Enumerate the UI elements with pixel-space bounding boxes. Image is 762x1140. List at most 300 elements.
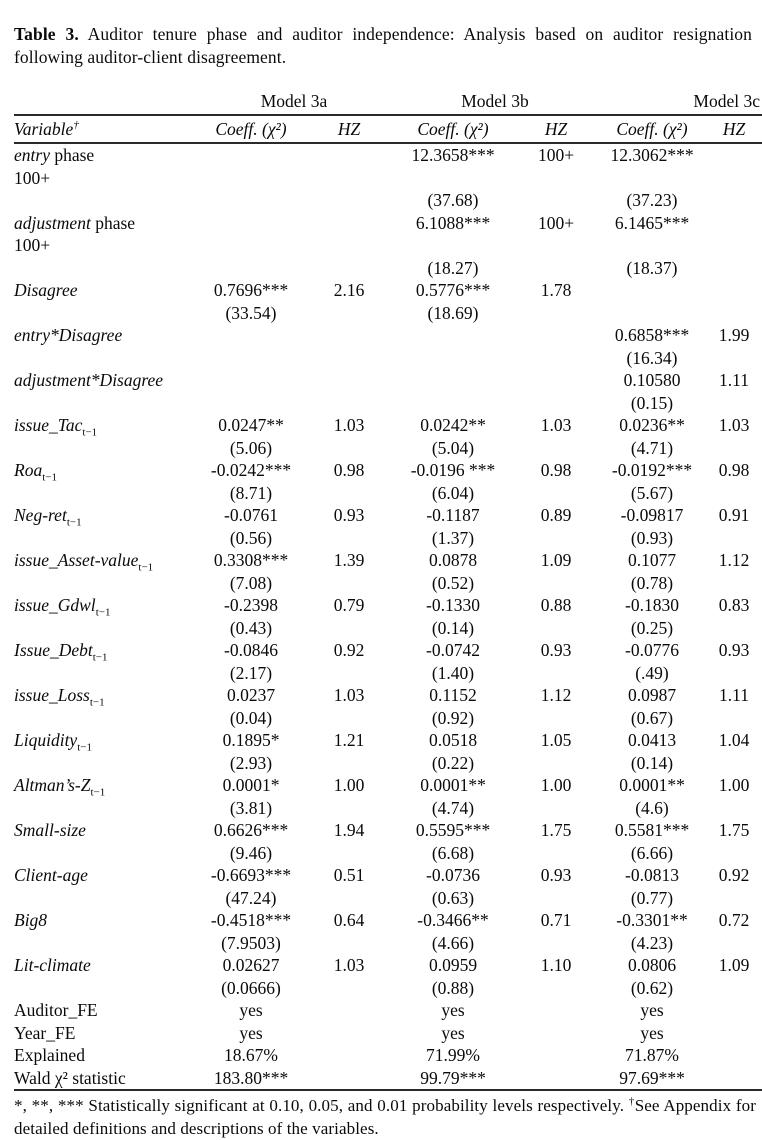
hz-cell: 1.05 <box>540 730 572 750</box>
coeff-cell: (18.27) <box>427 257 479 278</box>
coeff-column-header-3b: Coeff. (χ²) <box>417 118 489 139</box>
coeff-cell: (0.92) <box>431 707 475 728</box>
coeff-cell: (0.93) <box>630 527 674 548</box>
table-row <box>14 887 762 910</box>
coeff-cell: (18.69) <box>427 302 479 323</box>
coeff-cell: (0.15) <box>630 392 674 413</box>
row-label: adjustment*Disagree <box>14 370 164 390</box>
hz-cell <box>306 167 392 190</box>
row-label <box>14 482 196 505</box>
table-row <box>14 1044 762 1067</box>
row-label: Roa$_{t-1}$ <box>14 460 57 484</box>
coeff-cell <box>196 144 306 167</box>
hz-cell: 0.83 <box>718 595 750 615</box>
table-rule-bottom <box>14 1089 762 1091</box>
hz-cell <box>706 482 762 505</box>
hz-cell <box>306 1022 392 1045</box>
coeff-cell: -0.6693*** <box>210 865 292 885</box>
hz-cell: 0.92 <box>333 640 365 660</box>
coeff-cell: (0.62) <box>630 977 674 998</box>
row-label <box>14 752 196 775</box>
hz-cell: 1.03 <box>540 415 572 435</box>
hz-cell <box>306 189 392 212</box>
coeff-cell: 6.1465*** <box>614 212 690 233</box>
table-row <box>14 842 762 865</box>
coeff-cell: -0.0736 <box>426 865 480 885</box>
subscript: t−1 <box>82 426 98 439</box>
coeff-cell: (37.68) <box>427 190 479 210</box>
hz-cell <box>306 527 392 550</box>
subscript: t−1 <box>77 741 92 754</box>
coeff-cell: (6.68) <box>431 842 475 863</box>
coeff-cell <box>392 369 514 392</box>
coeff-cell: -0.1187 <box>426 505 480 525</box>
hz-cell: 0.72 <box>718 910 750 930</box>
hz-cell <box>306 887 392 910</box>
table-row <box>14 1067 762 1090</box>
coeff-cell: -0.0196 *** <box>410 460 496 480</box>
table-row <box>14 819 762 842</box>
coeff-cell: 0.0806 <box>627 955 677 975</box>
coeff-cell: 0.0247** <box>218 415 284 435</box>
coeff-cell: 0.7696*** <box>213 280 289 300</box>
table-row <box>14 324 762 347</box>
table-caption: Auditor tenure phase and auditor independence: Analysis based on auditor resignation following auditor-client disagreement. <box>14 23 752 67</box>
hz-cell <box>514 1044 598 1067</box>
row-label: Year_FE <box>14 1022 76 1043</box>
table-row <box>14 977 762 1000</box>
coeff-cell: (0.25) <box>630 617 674 638</box>
hz-cell: 1.39 <box>333 550 365 570</box>
hz-cell <box>306 752 392 775</box>
hz-cell <box>514 842 598 865</box>
hz-cell: 2.16 <box>333 280 365 300</box>
hz-cell: 1.78 <box>540 280 572 300</box>
coeff-cell: (33.54) <box>225 302 277 323</box>
table-row <box>14 212 762 235</box>
coeff-cell: (0.14) <box>431 617 475 638</box>
model-3b-header: Model 3b <box>461 91 529 111</box>
hz-cell <box>514 707 598 730</box>
coeff-cell: (7.08) <box>229 572 273 593</box>
row-label <box>14 617 196 640</box>
row-label <box>14 347 196 370</box>
coeff-cell: yes <box>640 1000 664 1020</box>
hz-cell <box>706 1022 762 1045</box>
coeff-cell: (5.04) <box>431 437 475 458</box>
coeff-cell: (0.78) <box>630 572 674 593</box>
hz-cell <box>706 887 762 910</box>
coeff-cell: 0.6626*** <box>213 820 289 840</box>
coeff-cell: -0.0192*** <box>611 460 693 480</box>
hz-cell <box>706 257 762 280</box>
table-row <box>14 189 762 212</box>
hz-cell <box>306 347 392 370</box>
coeff-cell: (1.37) <box>431 527 475 548</box>
table-row <box>14 144 762 167</box>
table-row <box>14 392 762 415</box>
dagger-superscript: † <box>628 1095 635 1108</box>
hz-cell <box>514 617 598 640</box>
hz-cell: 1.12 <box>540 685 572 705</box>
table-row <box>14 482 762 505</box>
table-footnote: *, **, *** Statistically significant at 0.10, 0.05, and 0.01 probability levels respectively. †See Appendix for detailed definitions and descriptions of the variables. <box>14 1095 756 1138</box>
coeff-cell: (0.22) <box>431 752 475 773</box>
column-header-row <box>14 116 762 142</box>
coeff-cell: -0.0761 <box>224 505 278 525</box>
hz-cell: 1.12 <box>718 550 750 570</box>
hz-cell: 1.09 <box>718 955 750 975</box>
hz-cell <box>706 1044 762 1067</box>
coeff-cell: 97.69*** <box>619 1067 685 1088</box>
coeff-cell: (2.93) <box>229 752 273 773</box>
hz-cell <box>706 392 762 415</box>
hz-cell: 1.11 <box>719 685 749 705</box>
coeff-cell: -0.2398 <box>224 595 278 615</box>
coeff-cell: (0.14) <box>630 752 674 773</box>
coeff-cell: -0.0846 <box>224 640 278 660</box>
hz-cell <box>706 797 762 820</box>
hz-cell <box>706 347 762 370</box>
hz-cell <box>514 1022 598 1045</box>
coeff-cell: (0.77) <box>630 887 674 908</box>
hz-cell <box>306 662 392 685</box>
coeff-cell <box>196 189 306 212</box>
hz-cell: 0.88 <box>540 595 572 615</box>
hz-cell: 1.10 <box>540 955 572 975</box>
coeff-cell <box>196 369 306 392</box>
dagger-superscript: † <box>73 118 79 131</box>
hz-cell <box>514 887 598 910</box>
hz-cell <box>514 482 598 505</box>
hz-cell <box>514 392 598 415</box>
hz-cell <box>514 527 598 550</box>
hz-cell <box>514 167 598 190</box>
hz-cell: 1.03 <box>718 415 750 435</box>
coeff-cell: 0.6858*** <box>614 325 690 345</box>
hz-cell <box>514 1067 598 1090</box>
coeff-cell: 0.02627 <box>222 955 280 975</box>
coeff-cell: -0.09817 <box>620 505 684 525</box>
coeff-cell <box>196 324 306 347</box>
hz-cell: 1.94 <box>333 820 365 840</box>
coeff-cell: (2.17) <box>229 662 273 683</box>
coeff-cell <box>392 234 514 257</box>
coeff-cell: 0.0001* <box>222 775 280 795</box>
hz-cell: 1.04 <box>718 730 750 750</box>
hz-cell: 0.92 <box>718 865 750 885</box>
coeff-cell: (18.37) <box>626 257 678 278</box>
hz-cell <box>306 369 392 392</box>
hz-cell <box>306 1067 392 1090</box>
table-row <box>14 437 762 460</box>
hz-cell: 100+ <box>537 212 575 233</box>
coeff-cell: (6.66) <box>630 842 674 863</box>
hz-cell: 0.91 <box>718 505 750 525</box>
coeff-cell: -0.0742 <box>426 640 480 660</box>
coeff-cell <box>598 234 706 257</box>
row-label <box>14 189 196 212</box>
coeff-cell <box>196 234 306 257</box>
table-row <box>14 549 762 572</box>
row-label: Lit-climate <box>14 955 91 975</box>
hz-cell: 1.00 <box>540 775 572 795</box>
variable-column-header: Variable† <box>14 118 79 139</box>
coeff-cell <box>196 257 306 280</box>
coeff-cell: -0.1330 <box>426 595 480 615</box>
table-row <box>14 234 762 257</box>
hz-cell <box>514 977 598 1000</box>
coeff-cell: 0.1895* <box>222 730 280 750</box>
hz-cell <box>306 302 392 325</box>
coeff-cell: yes <box>239 1022 263 1043</box>
hz-cell: 0.98 <box>540 460 572 480</box>
subscript: t−1 <box>42 471 57 484</box>
row-label: Auditor_FE <box>14 1000 98 1020</box>
coeff-cell: 0.0242** <box>420 415 486 435</box>
hz-cell <box>514 257 598 280</box>
coeff-cell: 0.0878 <box>428 550 478 570</box>
row-label: Liquidity$_{t-1}$ <box>14 730 92 754</box>
coeff-cell <box>392 324 514 347</box>
coeff-cell: 18.67% <box>224 1045 278 1065</box>
hz-column-header-3c: HZ <box>722 118 746 139</box>
row-label: Disagree <box>14 280 78 300</box>
coeff-cell: (5.06) <box>229 437 273 458</box>
row-label <box>14 797 196 820</box>
hz-cell: 1.03 <box>333 955 365 975</box>
row-label: Wald χ² statistic <box>14 1067 126 1088</box>
table-row <box>14 369 762 392</box>
coeff-cell: -0.3301** <box>616 910 688 930</box>
table-row <box>14 1022 762 1045</box>
coeff-cell: yes <box>239 1000 263 1020</box>
hz-cell <box>706 527 762 550</box>
hz-cell <box>514 189 598 212</box>
model-header-row <box>14 86 762 114</box>
coeff-cell: (0.67) <box>630 707 674 728</box>
row-label: Client-age <box>14 865 88 885</box>
coeff-cell: (8.71) <box>229 482 273 503</box>
coeff-cell: 0.0236** <box>619 415 685 435</box>
subscript: t−1 <box>66 516 82 529</box>
hz-cell: 0.71 <box>540 910 572 930</box>
row-label <box>14 842 196 865</box>
results-table <box>14 86 762 1091</box>
hz-cell <box>306 212 392 235</box>
coeff-cell: (4.66) <box>431 932 475 953</box>
coeff-cell: (4.23) <box>630 932 674 953</box>
table-row <box>14 257 762 280</box>
hz-cell <box>306 707 392 730</box>
table-row <box>14 729 762 752</box>
hz-cell <box>514 234 598 257</box>
row-label: issue_Loss$_{t-1}$ <box>14 685 105 709</box>
hz-cell <box>306 234 392 257</box>
hz-cell <box>514 302 598 325</box>
row-label <box>14 302 196 325</box>
hz-cell <box>706 572 762 595</box>
table-row <box>14 347 762 370</box>
hz-cell <box>706 144 762 167</box>
hz-cell: 1.00 <box>718 775 750 795</box>
row-label: Big8 <box>14 910 48 930</box>
coeff-cell: 0.1152 <box>429 685 477 705</box>
hz-cell <box>706 302 762 325</box>
table-row <box>14 954 762 977</box>
coeff-cell: (37.23) <box>626 190 678 210</box>
table-row <box>14 774 762 797</box>
coeff-cell: 0.10580 <box>623 370 681 390</box>
hz-cell: 1.00 <box>333 775 365 795</box>
hz-cell <box>306 617 392 640</box>
coeff-cell: 71.87% <box>625 1045 679 1065</box>
hz-cell: 1.75 <box>718 820 750 840</box>
row-label: issue_Tac$_{t-1}$ <box>14 415 98 439</box>
table-row <box>14 279 762 302</box>
row-label <box>14 527 196 550</box>
coeff-cell <box>598 302 706 325</box>
hz-cell <box>514 324 598 347</box>
row-label <box>14 707 196 730</box>
coeff-cell: 0.5581*** <box>614 820 690 840</box>
coeff-cell: 12.3062*** <box>610 145 694 165</box>
hz-cell <box>306 257 392 280</box>
table-row <box>14 932 762 955</box>
hz-cell <box>514 752 598 775</box>
coeff-cell <box>196 392 306 415</box>
coeff-cell: -0.1830 <box>625 595 679 615</box>
hz-column-header-3b: HZ <box>544 118 568 139</box>
hz-cell <box>706 932 762 955</box>
coeff-cell: (0.88) <box>431 977 475 998</box>
coeff-cell: 183.80*** <box>213 1067 289 1088</box>
coeff-cell: (0.56) <box>229 527 273 548</box>
table-row <box>14 459 762 482</box>
table-row <box>14 999 762 1022</box>
coeff-cell <box>392 167 514 190</box>
row-label <box>14 662 196 685</box>
coeff-cell: (0.52) <box>431 572 475 593</box>
table-row <box>14 684 762 707</box>
model-3c-header: Model 3c <box>693 91 760 111</box>
hz-column-header-3a: HZ <box>337 118 361 139</box>
coeff-cell <box>196 212 306 235</box>
hz-cell <box>514 999 598 1022</box>
coeff-cell: 71.99% <box>426 1045 480 1065</box>
row-label <box>14 437 196 460</box>
row-label <box>14 572 196 595</box>
coeff-cell <box>196 347 306 370</box>
row-label: Explained <box>14 1045 85 1065</box>
coeff-cell: (6.04) <box>431 482 475 503</box>
row-label: 100+ <box>14 235 51 255</box>
coeff-cell: (5.67) <box>630 482 674 503</box>
coeff-cell: 0.0413 <box>627 730 677 750</box>
hz-cell: 0.93 <box>540 640 572 660</box>
hz-cell: 1.09 <box>540 550 572 570</box>
subscript: t−1 <box>95 606 111 619</box>
model-3a-header: Model 3a <box>260 91 328 111</box>
coeff-cell: 12.3658*** <box>411 145 495 165</box>
row-label: entry*Disagree <box>14 325 123 345</box>
hz-cell: 0.51 <box>333 865 365 885</box>
coeff-cell: (9.46) <box>229 842 273 863</box>
coeff-cell: 0.5595*** <box>415 820 491 840</box>
hz-cell <box>706 437 762 460</box>
coeff-cell: yes <box>441 1000 465 1020</box>
subscript: t−1 <box>138 561 154 574</box>
coeff-cell: 0.1077 <box>627 550 677 570</box>
row-label: adjustment phase <box>14 212 136 233</box>
table-row <box>14 572 762 595</box>
hz-cell <box>306 392 392 415</box>
hz-cell <box>306 1044 392 1067</box>
hz-cell <box>706 842 762 865</box>
hz-cell <box>514 662 598 685</box>
coeff-cell: 99.79*** <box>420 1067 486 1088</box>
coeff-cell <box>392 392 514 415</box>
coeff-cell: (47.24) <box>225 887 277 908</box>
coeff-column-header-3c: Coeff. (χ²) <box>616 118 688 139</box>
coeff-cell: -0.4518*** <box>210 910 292 930</box>
hz-cell <box>306 324 392 347</box>
hz-cell <box>706 189 762 212</box>
hz-cell <box>306 797 392 820</box>
row-label <box>14 977 196 1000</box>
table-row <box>14 639 762 662</box>
hz-cell <box>706 752 762 775</box>
coeff-cell: (16.34) <box>626 347 678 368</box>
coeff-cell: 0.0987 <box>627 685 677 705</box>
hz-cell: 1.21 <box>333 730 365 750</box>
coeff-cell: (7.9503) <box>221 932 281 953</box>
coeff-cell: 0.0518 <box>428 730 478 750</box>
hz-cell <box>306 999 392 1022</box>
hz-cell <box>306 144 392 167</box>
hz-cell <box>514 797 598 820</box>
coeff-cell <box>392 347 514 370</box>
hz-cell <box>306 572 392 595</box>
subscript: t−1 <box>90 786 106 799</box>
coeff-cell: (0.63) <box>431 887 475 908</box>
coeff-cell: (0.04) <box>229 707 273 728</box>
coeff-cell: 0.0001** <box>420 775 486 795</box>
coeff-cell <box>598 279 706 302</box>
coeff-cell: 0.5776*** <box>415 280 491 300</box>
hz-cell: 0.64 <box>333 910 365 930</box>
coeff-cell: (.49) <box>635 662 669 683</box>
row-label: issue_Asset-value$_{t-1}$ <box>14 550 154 574</box>
table-row <box>14 617 762 640</box>
hz-cell: 1.03 <box>333 685 365 705</box>
table-row <box>14 167 762 190</box>
row-label: Neg-ret$_{t-1}$ <box>14 505 82 529</box>
hz-cell: 0.93 <box>718 640 750 660</box>
coeff-cell: -0.0242*** <box>210 460 292 480</box>
hz-cell <box>706 662 762 685</box>
table-row <box>14 864 762 887</box>
table-row <box>14 414 762 437</box>
hz-cell <box>706 999 762 1022</box>
hz-cell <box>514 347 598 370</box>
coeff-cell: (4.74) <box>431 797 475 818</box>
hz-cell: 0.98 <box>718 460 750 480</box>
hz-cell <box>706 617 762 640</box>
row-label: Small-size <box>14 820 86 840</box>
hz-cell: 0.93 <box>333 505 365 525</box>
hz-cell <box>706 707 762 730</box>
